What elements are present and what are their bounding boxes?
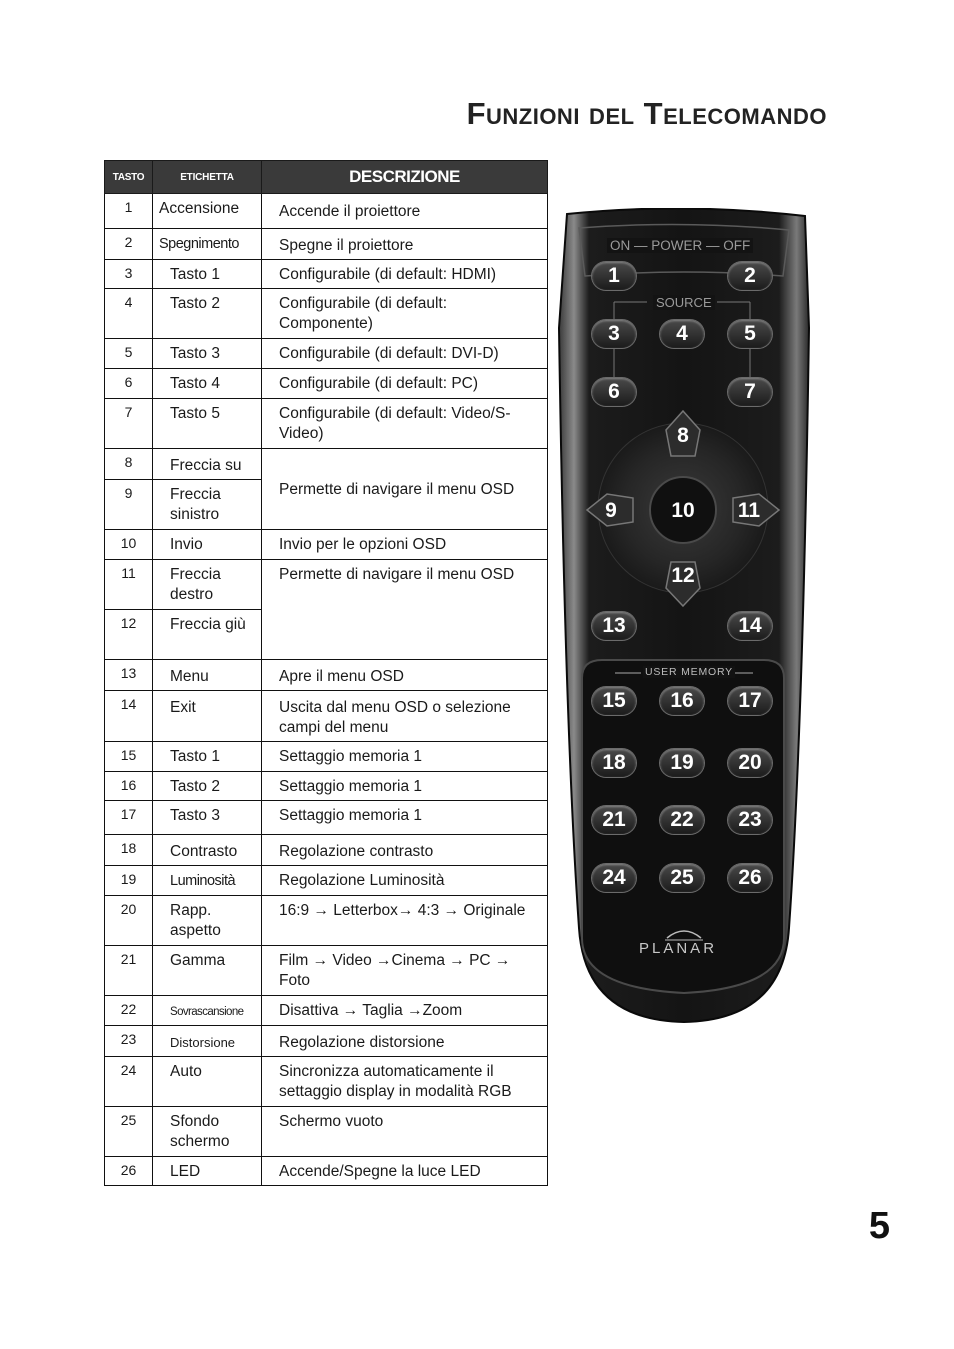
row-number: 24	[105, 1057, 153, 1107]
row-number: 6	[105, 369, 153, 399]
row-label: Tasto 1	[153, 742, 262, 772]
row-description: Regolazione contrasto	[262, 835, 548, 866]
row-label: Accensione	[153, 194, 262, 229]
row-description: Permette di navigare il menu OSD	[262, 560, 548, 660]
remote-button-20[interactable]: 20	[728, 749, 772, 777]
row-label: Tasto 5	[153, 399, 262, 449]
table-row	[105, 691, 548, 742]
table-row	[105, 742, 548, 772]
row-description: Schermo vuoto	[262, 1107, 548, 1157]
header-etichetta: ETICHETTA	[153, 161, 262, 194]
remote-button-7[interactable]: 7	[728, 378, 772, 406]
table-row	[105, 896, 548, 946]
row-description: Permette di navigare il menu OSD	[262, 449, 548, 530]
row-description: Sincronizza automaticamente il settaggio display in modalità RGB	[262, 1057, 548, 1107]
brand-logo: PLANAR	[639, 940, 718, 957]
table-row	[105, 449, 548, 480]
row-label	[153, 996, 262, 1026]
page-title: Funzioni del Telecomando	[466, 96, 827, 131]
user-memory-label: USER MEMORY	[645, 666, 733, 678]
row-number: 13	[105, 660, 153, 691]
power-label: ON — POWER — OFF	[607, 238, 753, 253]
page-number: 5	[868, 1205, 890, 1247]
table-row	[105, 339, 548, 369]
row-description: Configurabile (di default: Video/S-Video)	[262, 399, 548, 449]
remote-button-16[interactable]: 16	[660, 687, 704, 715]
table-row	[105, 946, 548, 996]
row-number: 8	[105, 449, 153, 480]
remote-button-19[interactable]: 19	[660, 749, 704, 777]
row-label-text: Luminosità	[170, 873, 236, 889]
row-number: 18	[105, 835, 153, 866]
remote-button-3[interactable]: 3	[592, 320, 636, 348]
row-label: Tasto 3	[153, 339, 262, 369]
table-row	[105, 996, 548, 1026]
row-description: Settaggio memoria 1	[262, 801, 548, 835]
table-row	[105, 560, 548, 610]
row-label	[153, 229, 262, 260]
row-description: Configurabile (di default: PC)	[262, 369, 548, 399]
row-label: LED	[153, 1157, 262, 1186]
row-number: 22	[105, 996, 153, 1026]
remote-button-2[interactable]: 2	[728, 262, 772, 290]
row-label: Tasto 1	[153, 260, 262, 289]
row-description: Apre il menu OSD	[262, 660, 548, 691]
row-label-text: Sovrascansione	[170, 1006, 244, 1018]
row-label: Tasto 2	[153, 289, 262, 339]
row-label: Exit	[153, 691, 262, 742]
row-label	[153, 1026, 262, 1057]
remote-control-illustration	[557, 208, 811, 1023]
row-description: Spegne il proiettore	[262, 229, 548, 260]
row-description: Regolazione Luminosità	[262, 866, 548, 896]
remote-button-8-up-arrow[interactable]: 8	[677, 424, 689, 447]
row-number: 4	[105, 289, 153, 339]
table-row	[105, 1107, 548, 1157]
table-row	[105, 289, 548, 339]
row-label: Sfondo schermo	[153, 1107, 262, 1157]
row-label: Gamma	[153, 946, 262, 996]
remote-button-26[interactable]: 26	[728, 864, 772, 892]
remote-button-23[interactable]: 23	[728, 806, 772, 834]
row-number: 16	[105, 772, 153, 801]
row-description: Configurabile (di default: Componente)	[262, 289, 548, 339]
table-row	[105, 260, 548, 289]
row-number: 23	[105, 1026, 153, 1057]
table-row	[105, 835, 548, 866]
remote-button-22[interactable]: 22	[660, 806, 704, 834]
remote-button-6[interactable]: 6	[592, 378, 636, 406]
row-number: 21	[105, 946, 153, 996]
row-label-text: Distorsione	[170, 1035, 236, 1050]
row-label: Freccia sinistro	[153, 480, 262, 530]
row-description: Disattiva → Taglia →Zoom	[262, 996, 548, 1026]
row-number: 26	[105, 1157, 153, 1186]
table-row	[105, 1026, 548, 1057]
remote-button-18[interactable]: 18	[592, 749, 636, 777]
remote-button-24[interactable]: 24	[592, 864, 636, 892]
row-description: Uscita dal menu OSD o selezione campi del menu	[262, 691, 548, 742]
remote-button-1[interactable]: 1	[592, 262, 636, 290]
table-row	[105, 229, 548, 260]
header-tasto: TASTO	[105, 161, 153, 194]
row-description: Regolazione distorsione	[262, 1026, 548, 1057]
row-description: Invio per le opzioni OSD	[262, 530, 548, 560]
row-label: Tasto 2	[153, 772, 262, 801]
remote-button-25[interactable]: 25	[660, 864, 704, 892]
table-row	[105, 1157, 548, 1186]
row-number: 11	[105, 560, 153, 610]
row-number: 14	[105, 691, 153, 742]
remote-button-11-right-arrow[interactable]: 11	[737, 499, 761, 522]
remote-button-15[interactable]: 15	[592, 687, 636, 715]
remote-button-4[interactable]: 4	[660, 320, 704, 348]
row-number: 5	[105, 339, 153, 369]
row-number: 3	[105, 260, 153, 289]
remote-button-9-left-arrow[interactable]: 9	[605, 499, 617, 522]
remote-button-17[interactable]: 17	[728, 687, 772, 715]
row-number: 17	[105, 801, 153, 835]
row-description: Configurabile (di default: DVI-D)	[262, 339, 548, 369]
row-label-text: Spegnimento	[159, 236, 239, 252]
source-label: SOURCE	[653, 295, 715, 310]
table-row	[105, 530, 548, 560]
row-description: Settaggio memoria 1	[262, 742, 548, 772]
row-label	[153, 866, 262, 896]
row-number: 2	[105, 229, 153, 260]
remote-button-5[interactable]: 5	[728, 320, 772, 348]
table-row	[105, 866, 548, 896]
table-row	[105, 399, 548, 449]
row-number: 25	[105, 1107, 153, 1157]
remote-button-10-enter[interactable]: 10	[671, 499, 695, 522]
row-label: Contrasto	[153, 835, 262, 866]
row-label: Tasto 3	[153, 801, 262, 835]
row-label: Invio	[153, 530, 262, 560]
row-label: Freccia su	[153, 449, 262, 480]
table-row	[105, 801, 548, 835]
row-label: Rapp. aspetto	[153, 896, 262, 946]
remote-button-12-down-arrow[interactable]: 12	[671, 564, 695, 587]
row-description: 16:9 → Letterbox→ 4:3 → Originale	[262, 896, 548, 946]
row-number: 12	[105, 610, 153, 660]
row-label: Tasto 4	[153, 369, 262, 399]
table-row	[105, 660, 548, 691]
row-description: Accende il proiettore	[262, 194, 548, 229]
remote-functions-table	[104, 160, 548, 1186]
row-label: Auto	[153, 1057, 262, 1107]
remote-button-21[interactable]: 21	[592, 806, 636, 834]
row-description: Accende/Spegne la luce LED	[262, 1157, 548, 1186]
row-number: 15	[105, 742, 153, 772]
row-label: Freccia destro	[153, 560, 262, 610]
table-row	[105, 772, 548, 801]
row-number: 20	[105, 896, 153, 946]
row-description: Configurabile (di default: HDMI)	[262, 260, 548, 289]
table-header-row	[105, 161, 548, 194]
table-row	[105, 1057, 548, 1107]
table-row	[105, 369, 548, 399]
remote-button-14[interactable]: 14	[728, 612, 772, 640]
row-label: Menu	[153, 660, 262, 691]
row-number: 9	[105, 480, 153, 530]
row-description: Settaggio memoria 1	[262, 772, 548, 801]
row-number: 7	[105, 399, 153, 449]
row-number: 19	[105, 866, 153, 896]
remote-button-13[interactable]: 13	[592, 612, 636, 640]
row-description: Film → Video →Cinema → PC → Foto	[262, 946, 548, 996]
header-descrizione: DESCRIZIONE	[262, 161, 548, 194]
row-number: 10	[105, 530, 153, 560]
row-label: Freccia giù	[153, 610, 262, 660]
row-number: 1	[105, 194, 153, 229]
table-row	[105, 194, 548, 229]
